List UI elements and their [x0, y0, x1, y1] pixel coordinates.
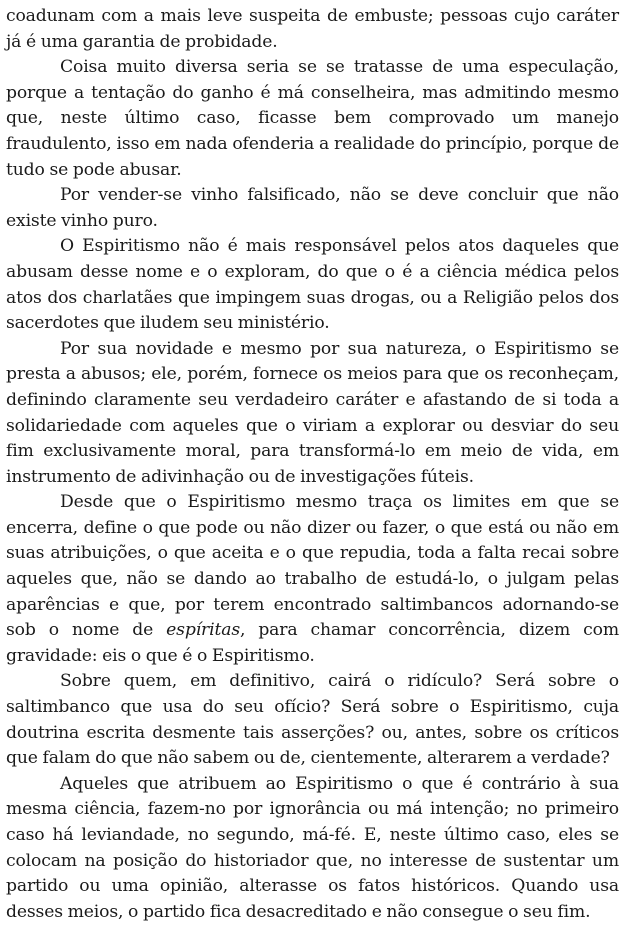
italic-term: espíritas	[166, 620, 240, 641]
paragraph-text: Desde que o Espiritismo mesmo traça os limites em que se encerra, define o que pode ou não dizer ou fazer, o que está ou não em suas atribuições, o que aceita e o que repudia, toda a falta recai sobre aqueles que, não se dando ao trabalho de estudá-lo, o julgam pelas aparências e que, por terem encontrado saltimbancos adornando-se sob o nome de	[6, 492, 619, 641]
paragraph-text: , para chamar concorrência, dizem com gravidade: eis o que é o Espiritismo.	[6, 620, 619, 666]
book-page-text	[6, 4, 619, 925]
paragraph	[6, 490, 619, 669]
paragraph: Aqueles que atribuem ao Espiritismo o que é contrário à sua mesma ciência, fazem-no por ignorância ou má intenção; no primeiro caso há leviandade, no segundo, má-fé. E, neste último caso, eles se colocam na posição do historiador que, no interesse de sustentar um partido ou uma opinião, alterasse os fatos históricos. Quando usa desses meios, o partido fica desacreditado e não consegue o seu fim.	[6, 773, 619, 922]
paragraph: O Espiritismo não é mais responsável pelos atos daqueles que abusam desse nome e o exploram, do que o é a ciência médica pelos atos dos charlatães que impingem suas drogas, ou a Religião pelos dos sacerdotes que iludem seu ministério.	[6, 236, 619, 334]
paragraph: Por sua novidade e mesmo por sua natureza, o Espiritismo se presta a abusos; ele, porém, fornece os meios para que os reconheçam, definindo claramente seu verdadeiro caráter e afastando de si toda a solidariedade com aqueles que o viriam a explorar ou desviar do seu fim exclusivamente moral, para transformá-lo em meio de vida, em instrumento de adivinhação ou de investigações fúteis.	[6, 338, 619, 487]
paragraph: Coisa muito diversa seria se se tratasse de uma especulação, porque a tentação do ganho é má conselheira, mas admitindo mesmo que, neste último caso, ficasse bem comprovado um manejo fraudulento, isso em nada ofenderia a realidade do princípio, porque de tudo se pode abusar.	[6, 57, 619, 180]
paragraph: Por vender-se vinho falsificado, não se deve concluir que não existe vinho puro.	[6, 185, 619, 231]
paragraph: Sobre quem, em definitivo, cairá o ridículo? Será sobre o saltimbanco que usa do seu ofício? Será sobre o Espiritismo, cuja doutrina escrita desmente tais asserções? ou, antes, sobre os críticos que falam do que não sabem ou de, cientemente, alterarem a verdade?	[6, 671, 619, 769]
paragraph: coadunam com a mais leve suspeita de embuste; pessoas cujo caráter já é uma garantia de probidade.	[6, 6, 619, 52]
